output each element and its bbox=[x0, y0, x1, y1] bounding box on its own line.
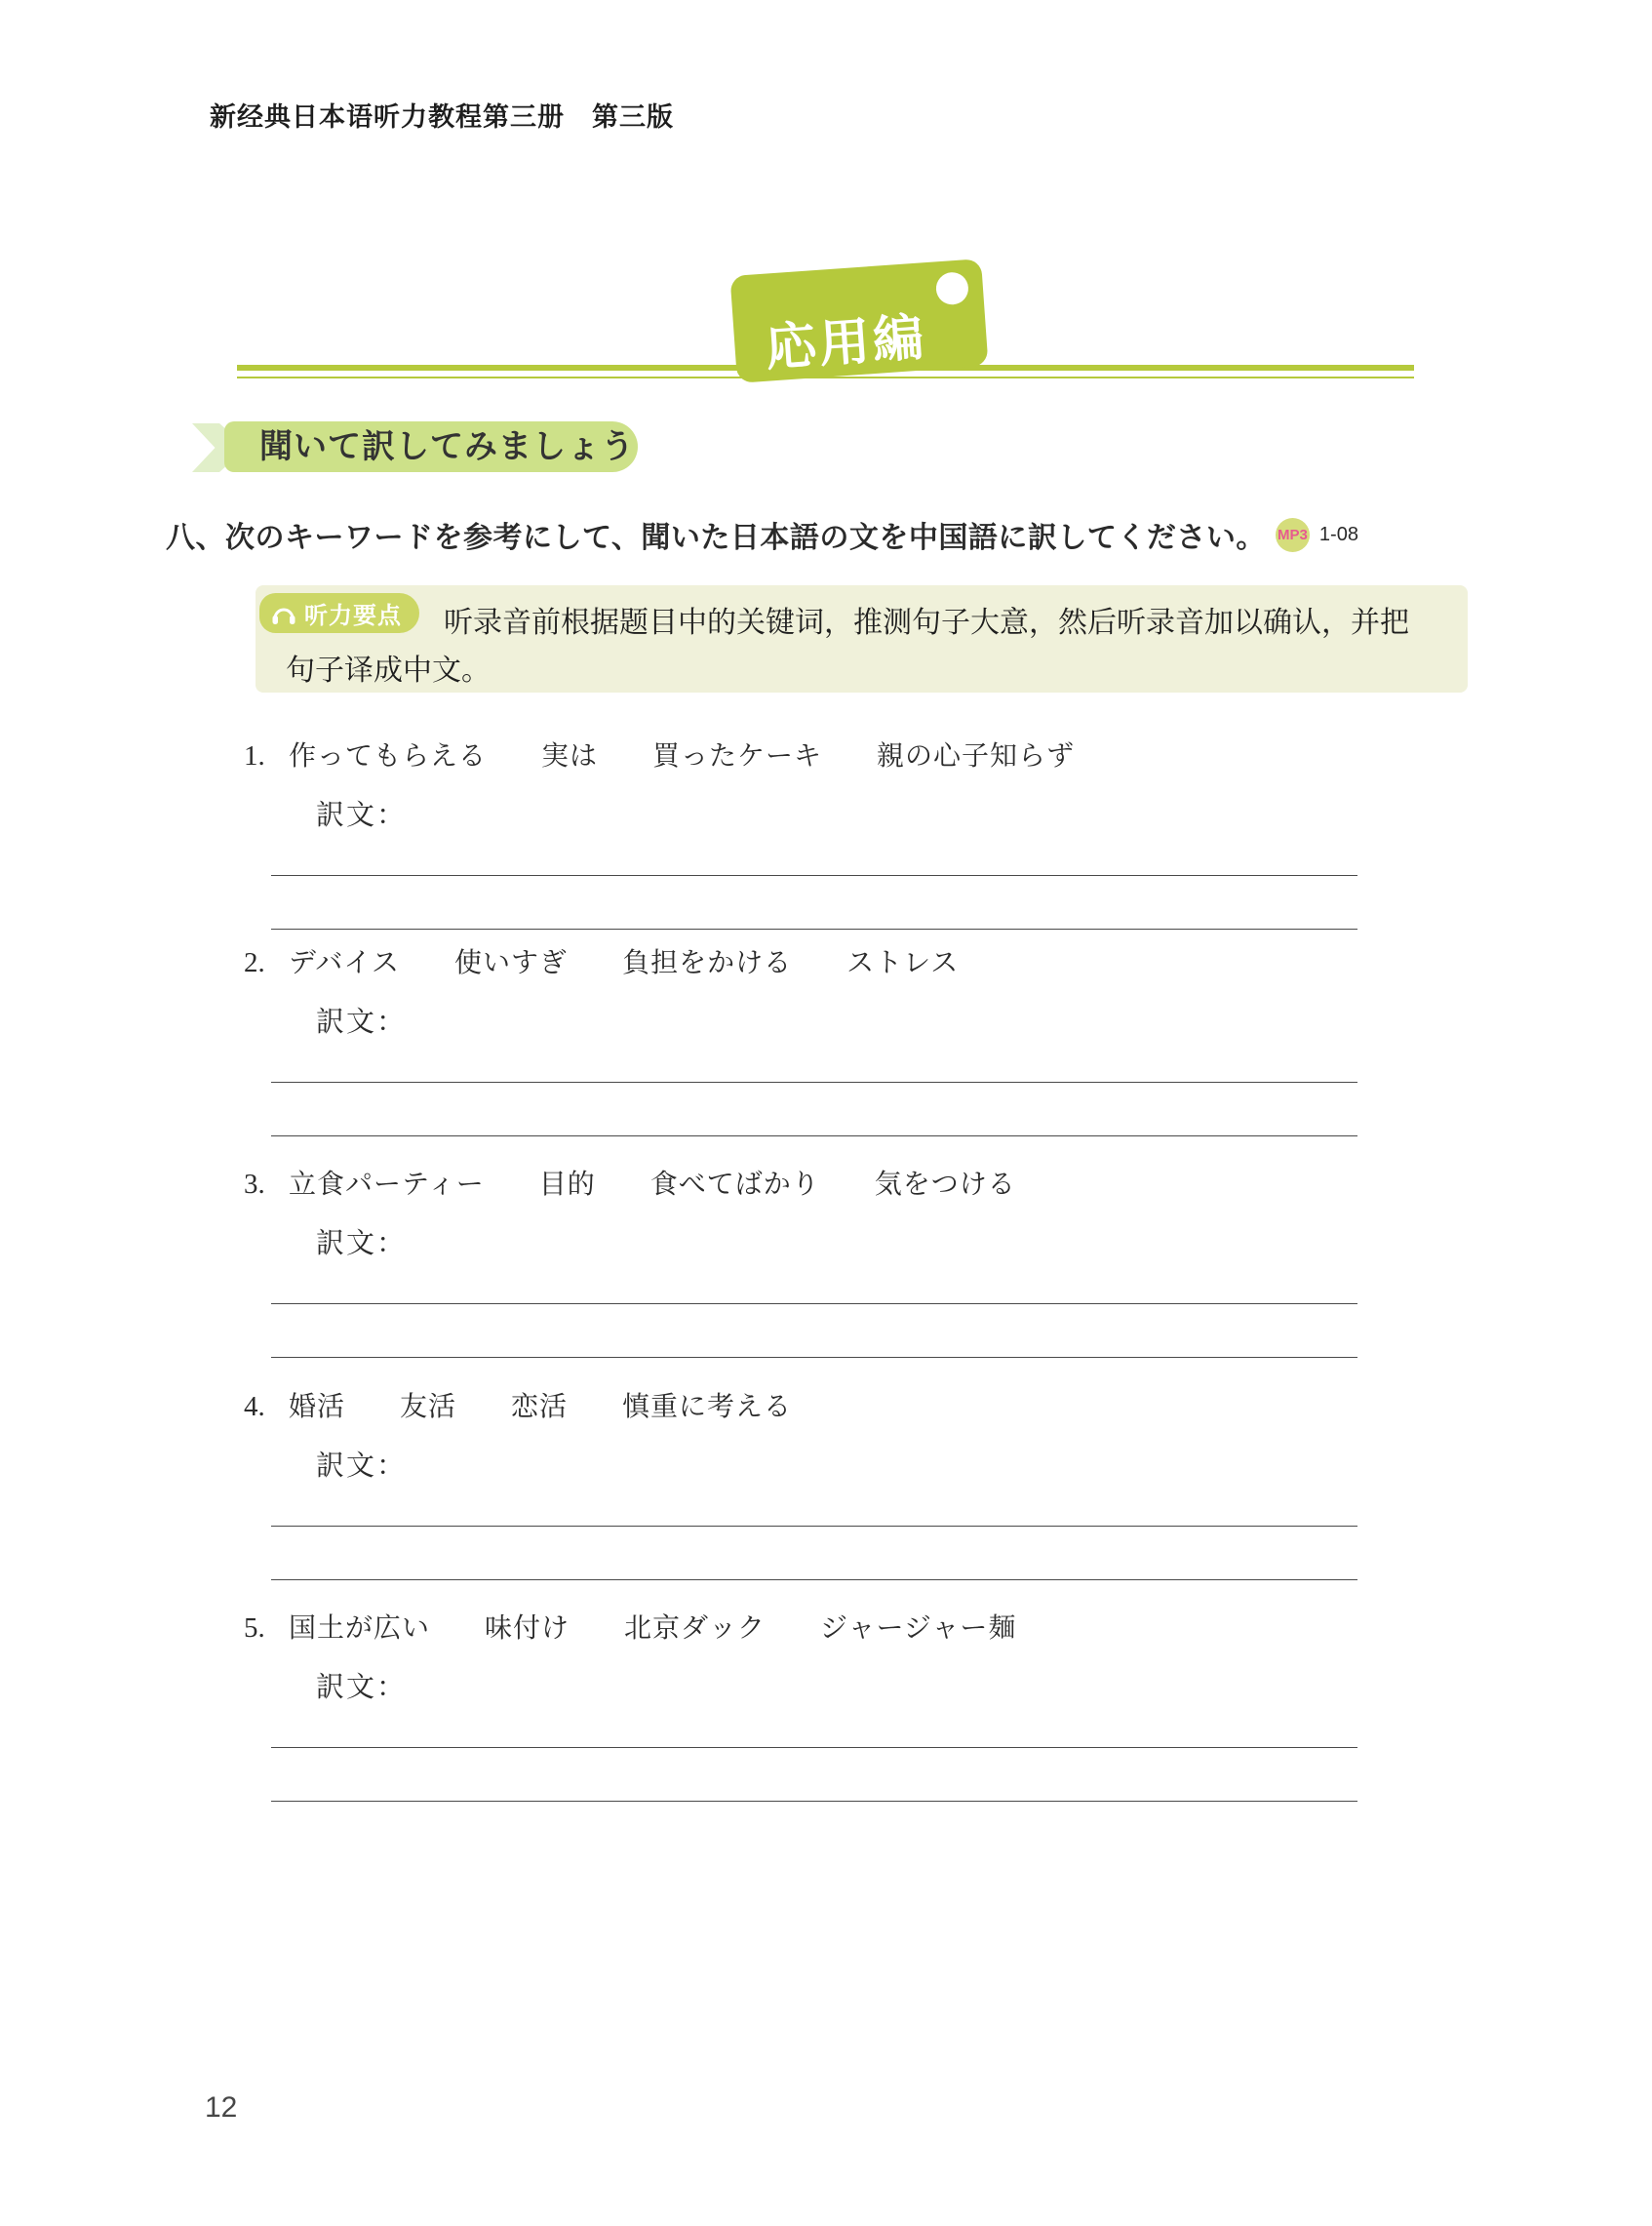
keyword: 恋活 bbox=[511, 1392, 569, 1422]
translation-label: 訳文： bbox=[316, 1007, 408, 1038]
tips-text-line1: 听录音前根据题目中的关键词，推测句子大意，然后听录音加以确认，并把 bbox=[444, 607, 1409, 639]
keyword: 使いすぎ bbox=[454, 948, 569, 978]
answer-line bbox=[271, 1801, 1357, 1802]
task-instruction: 八、次のキーワードを参考にして、聞いた日本語の文を中国語に訳してください。 bbox=[166, 522, 1266, 554]
answer-line bbox=[271, 1082, 1357, 1083]
translation-label: 訳文： bbox=[316, 800, 408, 831]
keyword: 友活 bbox=[400, 1392, 457, 1422]
keyword: 気をつける bbox=[874, 1170, 1016, 1200]
section-badge bbox=[729, 258, 988, 383]
task-instruction-row bbox=[166, 513, 1358, 556]
keyword: 親の心子知らず bbox=[877, 741, 1076, 772]
exercise-item-3 bbox=[244, 1163, 1357, 1368]
translation-label: 訳文： bbox=[316, 1672, 408, 1703]
listening-ear-icon bbox=[269, 599, 298, 628]
keyword: 買ったケーキ bbox=[652, 741, 823, 772]
answer-line bbox=[271, 875, 1357, 876]
book-header: 新经典日本语听力教程第三册 第三版 bbox=[210, 102, 674, 132]
keyword: 食べてばかり bbox=[649, 1170, 820, 1200]
answer-line bbox=[271, 1357, 1357, 1358]
exercise-item-4 bbox=[244, 1385, 1357, 1590]
page-number: 12 bbox=[205, 2091, 238, 2124]
translation-label: 訳文： bbox=[316, 1228, 408, 1259]
answer-line bbox=[271, 929, 1357, 930]
listening-tips-box bbox=[256, 585, 1468, 693]
section-banner-label: 聞いて訳してみましょう bbox=[259, 428, 635, 465]
tips-badge bbox=[259, 593, 419, 633]
tips-text-line2: 句子译成中文。 bbox=[286, 655, 491, 687]
keyword: ジャージャー麺 bbox=[820, 1613, 1017, 1644]
keyword: 目的 bbox=[538, 1170, 596, 1200]
keyword: 慎重に考える bbox=[622, 1392, 793, 1422]
keyword: 国土が広い bbox=[289, 1613, 431, 1644]
answer-line bbox=[271, 1303, 1357, 1304]
translation-label: 訳文： bbox=[316, 1451, 408, 1482]
answer-line bbox=[271, 1526, 1357, 1527]
exercise-item-1 bbox=[244, 735, 1357, 939]
exercise-item-5 bbox=[244, 1607, 1357, 1811]
keyword: ストレス bbox=[846, 948, 960, 978]
section-banner bbox=[224, 421, 638, 472]
audio-track-number: 1-08 bbox=[1318, 523, 1358, 545]
keyword: 立食パーティー bbox=[289, 1170, 485, 1200]
item-number: 3. bbox=[244, 1169, 265, 1200]
item-number: 2. bbox=[244, 947, 265, 978]
keyword: 味付け bbox=[485, 1613, 570, 1644]
item-number: 1. bbox=[244, 740, 265, 772]
tips-badge-label: 听力要点 bbox=[304, 603, 402, 629]
keyword: 負担をかける bbox=[622, 948, 793, 978]
item-number: 4. bbox=[244, 1391, 265, 1422]
answer-line bbox=[271, 1747, 1357, 1748]
item-number: 5. bbox=[244, 1612, 265, 1644]
mp3-audio-icon: MP3 bbox=[1276, 518, 1310, 552]
exercise-item-2 bbox=[244, 941, 1357, 1146]
keyword: デバイス bbox=[289, 948, 401, 978]
keyword: 婚活 bbox=[289, 1392, 346, 1422]
answer-line bbox=[271, 1135, 1357, 1136]
answer-line bbox=[271, 1579, 1357, 1580]
keyword: 北京ダック bbox=[624, 1613, 767, 1644]
section-badge-label: 応用編 bbox=[764, 309, 928, 378]
keyword: 作ってもらえる bbox=[289, 741, 488, 772]
keyword: 実は bbox=[541, 741, 599, 772]
